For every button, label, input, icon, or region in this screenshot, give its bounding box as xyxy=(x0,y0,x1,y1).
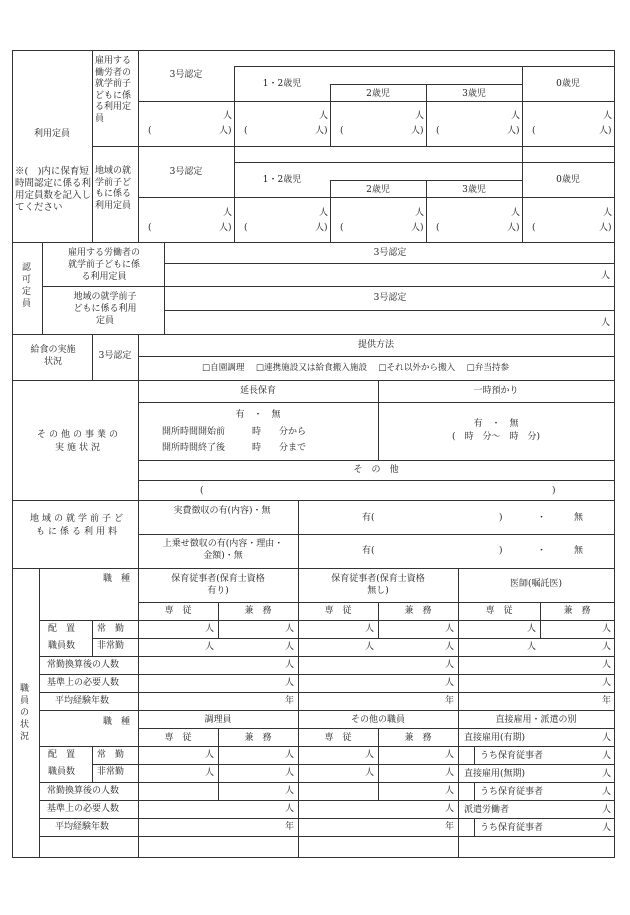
others-label: そ の 他 xyxy=(353,465,399,475)
unit: 人 xyxy=(415,111,425,121)
approved-employed-unit: 人 xyxy=(601,271,611,281)
direct-fixed-label: 直接雇用(有期) xyxy=(464,733,526,743)
unit: 人 xyxy=(285,750,295,760)
unit-paren: 人) xyxy=(411,126,424,136)
extended-after: 開所時間終了後 時 分まで xyxy=(162,443,307,453)
full-time-2: 専 従 xyxy=(324,606,352,616)
concurrent-1: 兼 務 xyxy=(244,606,272,616)
unit-paren: 人) xyxy=(507,223,520,233)
unit: 人 xyxy=(445,750,455,760)
unit: 人 xyxy=(205,768,215,778)
unit: 人 xyxy=(603,208,613,218)
unit: 人 xyxy=(602,769,612,779)
extended-before: 開所時間開始前 時 分から xyxy=(162,427,307,437)
unit: 人 xyxy=(527,624,537,634)
full-time-3: 専 従 xyxy=(485,606,513,616)
meal-option-own[interactable]: □自園調理 xyxy=(202,363,245,373)
nonregular-label: 非常勤 xyxy=(97,641,125,651)
unit-paren: 人) xyxy=(315,126,328,136)
of-which-2: うち保育従事者 xyxy=(480,787,544,797)
approved-employed-type3: 3号認定 xyxy=(373,248,407,258)
year-unit: 年 xyxy=(285,822,295,832)
fee-title: 地域の就学前子どもに係る利用料 xyxy=(30,514,127,537)
unit: 人 xyxy=(445,786,455,796)
unit: 人 xyxy=(415,208,425,218)
cook-header: 調理員 xyxy=(204,715,232,725)
required-label: 基準上の必要人数 xyxy=(47,678,120,688)
unit-paren: 人) xyxy=(599,126,612,136)
placement-label: 配 置 xyxy=(48,624,76,634)
staff-count-label: 職員数 xyxy=(48,641,76,651)
unit: 人 xyxy=(511,111,521,121)
nonregular-label-2: 非常勤 xyxy=(97,767,125,777)
experience-label: 平均経験年数 xyxy=(55,696,110,706)
unit: 人 xyxy=(602,751,612,761)
concurrent-3: 兼 務 xyxy=(563,606,591,616)
meals-type3: 3号認定 xyxy=(98,351,132,361)
concurrent-5: 兼 務 xyxy=(404,733,432,743)
year-unit: 年 xyxy=(602,696,612,706)
unit: 人 xyxy=(445,660,455,670)
local-age12: 1・2歳児 xyxy=(262,175,302,185)
unit: 人 xyxy=(223,208,233,218)
unit: 人 xyxy=(445,804,455,814)
approved-employed-label: 雇用する労働者の就学前子どもに係る利用定員 xyxy=(67,248,140,282)
form-sheet xyxy=(12,50,615,858)
unit: 人 xyxy=(445,642,455,652)
temporary-have: 有 ・ 無 xyxy=(473,419,519,429)
local-age0: 0歳児 xyxy=(556,175,580,185)
unit: 人 xyxy=(319,111,329,121)
concurrent-2: 兼 務 xyxy=(404,606,432,616)
unit: 人 xyxy=(205,750,215,760)
unit: 人 xyxy=(223,111,233,121)
other-title: その他の事業の実施状況 xyxy=(36,430,121,453)
meal-option-other[interactable]: □それ以外から搬入 xyxy=(378,363,456,373)
year-unit: 年 xyxy=(445,696,455,706)
approved-local-label: 地域の就学前子どもに係る利用定員 xyxy=(73,292,137,326)
nursery-qualified-header: 保育従事者(保育士資格有り) xyxy=(171,574,265,596)
fee-actual-have: 有( xyxy=(362,513,375,523)
year-unit: 年 xyxy=(285,696,295,706)
approved-local-unit: 人 xyxy=(601,318,611,328)
experience-label-2: 平均経験年数 xyxy=(55,822,110,832)
unit: 人 xyxy=(511,208,521,218)
unit: 人 xyxy=(527,642,537,652)
placement-label-2: 配 置 xyxy=(48,750,76,760)
dispatch-label: 派遣労働者 xyxy=(464,805,510,815)
unit: 人 xyxy=(365,768,375,778)
unit: 人 xyxy=(602,823,612,833)
unit: 人 xyxy=(319,208,329,218)
capacity-title: 利用定員 xyxy=(33,129,71,139)
unit: 人 xyxy=(445,768,455,778)
employed-age2: 2歳児 xyxy=(366,89,390,99)
full-time-5: 専 従 xyxy=(324,733,352,743)
paren-open: ( xyxy=(244,223,248,233)
unit-paren: 人) xyxy=(411,223,424,233)
converted-label: 常勤換算後の人数 xyxy=(47,660,120,670)
unit: 人 xyxy=(285,786,295,796)
local-type3: 3号認定 xyxy=(169,167,203,177)
meals-title: 給食の実施状況 xyxy=(30,345,76,367)
unit: 人 xyxy=(285,660,295,670)
unit: 人 xyxy=(285,642,295,652)
meals-options xyxy=(202,363,509,374)
of-which-3: うち保育従事者 xyxy=(480,823,544,833)
unit: 人 xyxy=(602,642,612,652)
unit: 人 xyxy=(205,624,215,634)
unit: 人 xyxy=(603,111,613,121)
employed-type3: 3号認定 xyxy=(169,70,203,80)
unit: 人 xyxy=(285,624,295,634)
nursery-unqualified-header: 保育従事者(保育士資格無し) xyxy=(331,574,425,596)
unit: 人 xyxy=(602,678,612,688)
unit-paren: 人) xyxy=(599,223,612,233)
fee-extra-none: 無 xyxy=(574,546,584,556)
unit-paren: 人) xyxy=(219,126,232,136)
unit: 人 xyxy=(285,678,295,688)
unit: 人 xyxy=(365,642,375,652)
concurrent-4: 兼 務 xyxy=(244,733,272,743)
extended-care-label: 延長保育 xyxy=(239,386,277,396)
unit: 人 xyxy=(602,787,612,797)
fee-actual-none: 無 xyxy=(574,513,584,523)
paren-open: ( xyxy=(532,126,536,136)
fee-actual-label: 実費徴収の有(内容)・無 xyxy=(173,506,271,516)
fee-actual-close: ) xyxy=(499,513,503,523)
paren-open: ( xyxy=(340,223,344,233)
unit-paren: 人) xyxy=(219,223,232,233)
regular-label: 常 勤 xyxy=(97,624,125,634)
paren-open: ( xyxy=(436,126,440,136)
staff-job-label-2: 職 種 xyxy=(103,717,131,727)
paren-open: ( xyxy=(436,223,440,233)
others-paren-close: ) xyxy=(552,486,556,496)
unit: 人 xyxy=(285,768,295,778)
other-staff-header: その他の職員 xyxy=(350,715,406,725)
unit: 人 xyxy=(602,624,612,634)
unit: 人 xyxy=(365,624,375,634)
unit: 人 xyxy=(205,642,215,652)
converted-label-2: 常勤換算後の人数 xyxy=(47,786,120,796)
employed-age3: 3歳児 xyxy=(462,89,486,99)
employed-capacity-label: 雇用する働労者の就学前子どもに係る利用定員 xyxy=(95,56,132,124)
employed-age12: 1・2歳児 xyxy=(262,79,302,89)
staff-job-label: 職 種 xyxy=(103,574,131,584)
required-label-2: 基準上の必要人数 xyxy=(47,804,120,814)
others-paren-open: ( xyxy=(200,486,204,496)
fee-actual-dot: ・ xyxy=(537,513,547,523)
year-unit: 年 xyxy=(445,822,455,832)
regular-label-2: 常 勤 xyxy=(97,750,125,760)
unit: 人 xyxy=(602,733,612,743)
unit: 人 xyxy=(602,660,612,670)
paren-open: ( xyxy=(340,126,344,136)
unit: 人 xyxy=(445,624,455,634)
fee-extra-dot: ・ xyxy=(537,546,547,556)
paren-open: ( xyxy=(244,126,248,136)
fee-extra-have: 有( xyxy=(362,546,375,556)
temporary-time: ( 時 分〜 時 分) xyxy=(451,432,541,442)
local-capacity-label: 地域の就学前子どもに係る利用定員 xyxy=(95,166,132,211)
full-time-1: 専 従 xyxy=(164,606,192,616)
full-time-4: 専 従 xyxy=(164,733,192,743)
unit-paren: 人) xyxy=(315,223,328,233)
doctor-header: 医師(嘱託医) xyxy=(509,579,563,589)
meal-option-partner[interactable]: □連携施設又は給食搬入施設 xyxy=(255,363,368,373)
meal-option-bento[interactable]: □弁当持参 xyxy=(466,363,510,373)
unit: 人 xyxy=(602,805,612,815)
fee-extra-close: ) xyxy=(499,546,503,556)
approved-local-type3: 3号認定 xyxy=(373,293,407,303)
unit-paren: 人) xyxy=(507,126,520,136)
staff-title: 職員の状況 xyxy=(20,684,30,742)
fee-extra-label: 上乗せ徴収の有(内容・理由・金額)・無 xyxy=(162,539,284,561)
unit: 人 xyxy=(285,804,295,814)
local-age3: 3歳児 xyxy=(462,185,486,195)
direct-open-label: 直接雇用(無期) xyxy=(464,769,526,779)
approved-title: 認可定員 xyxy=(22,263,32,309)
paren-open: ( xyxy=(148,223,152,233)
temporary-care-label: 一時預かり xyxy=(473,386,519,396)
capacity-note: ※( )内に保育短時間認定に係る利用定員数を記入してください xyxy=(15,166,92,213)
paren-open: ( xyxy=(532,223,536,233)
direct-dispatch-header: 直接雇用・派遣の別 xyxy=(495,715,577,725)
local-age2: 2歳児 xyxy=(366,185,390,195)
staff-count-label-2: 職員数 xyxy=(48,767,76,777)
extended-have: 有 ・ 無 xyxy=(235,410,281,420)
paren-open: ( xyxy=(148,126,152,136)
meals-method-label: 提供方法 xyxy=(357,340,395,350)
of-which-1: うち保育従事者 xyxy=(480,751,544,761)
unit: 人 xyxy=(365,750,375,760)
employed-age0: 0歳児 xyxy=(556,79,580,89)
unit: 人 xyxy=(445,678,455,688)
